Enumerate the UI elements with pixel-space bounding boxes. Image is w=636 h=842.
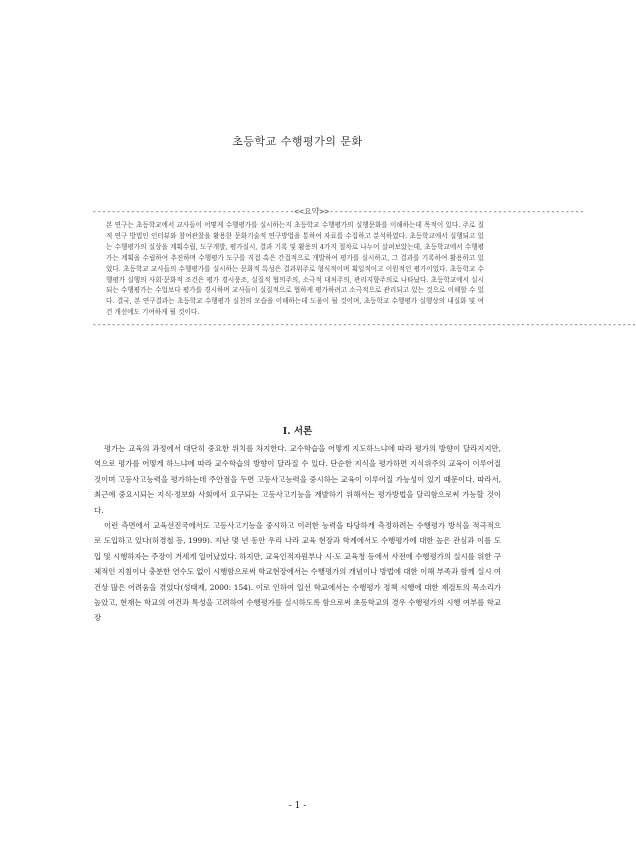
rule-left: ------------------------------------------ — [92, 207, 295, 216]
page-title: 초등학교 수행평가의 문화 — [232, 135, 363, 148]
abstract-text: 본 연구는 초등학교에서 교사들이 어떻게 수행평가를 실시하는지 초등학교 수행평가의 실행문화를 이해하는데 목적이 있다. 주로 질적 연구 방법인 인터뷰와 참여관찰을 활용한 문화기술적 연구방법을 통하여 자료를 수집하고 분석하였다. 초등학교에서 실행되고 있는 수행평가의 실상을 계획수립, 도구개발, 평가실시, 결과 기록 및 활용의 4가지 절차로 나누어 살펴보았는데, 초등학교에서 수행평가는 계획을 수립하여 추진하며 수행평가 도구를 직접 혹은 간접적으로 개발하여 평가를 실시하고, 그 결과를 기록하여 활용하고 있었다. 초등학교 교사들의 수행평가를 실시하는 문화적 특성은 결과위주로 형식적이며 획일적이고 이원적인 평가이었다. 초등학교 수행평가 실행의 사회·문화적 조건은 평가 경시풍조, 실질적 협의주의, 소극적 대처주의, 관리지향주의로 나타났다. 초등학교에서 실시되는 수행평가는 수업보다 평가를 경시하며 교사들이 실질적으로 협하게 평가하려고 소극적으로 관리되고 있는 것으로 이해할 수 있다. 결국, 본 연구결과는 초등학교 수행평가 실천의 모습을 이해하는데 도움이 될 것이며, 초등학교 수행평가 실행상의 내실화 및 여건 개선에도 기여하게 될 것이다. — [106, 221, 484, 317]
section-heading: I. 서론 — [282, 426, 313, 437]
abstract-top-rule — [92, 207, 585, 217]
abstract-block — [92, 207, 636, 330]
rule-right: ----------------------------------------------------- — [329, 207, 585, 216]
abstract-bottom-rule: ----------------------------------------------------------------------------------------------------------------- — [92, 320, 636, 330]
paragraph: 평가는 교육의 과정에서 대단히 중요한 위치를 차지한다. 교수학습을 어떻게 지도하느냐에 따라 평가의 방향이 달라지지만, 역으로 평가를 어떻게 하느냐에 따라 교수학습의 방향이 달라질 수 있다. 단순한 지식을 평가하면 지식위주의 교육이 이루어질 것이며 고등사고능력을 평가하는데 주안점을 두면 고등사고능력을 중시하는 교육이 이루어질 가능성이 있기 때문이다. 따라서, 최근에 중요시되는 지식·정보화 사회에서 요구되는 고등사고기능을 계발하기 위해서는 평가방법을 달리함으로써 가능할 것이다. — [94, 444, 501, 515]
body-text — [94, 441, 501, 626]
paragraph: 이런 측면에서 교육선진국에서도 고등사고기능을 중시하고 이러한 능력을 타당하게 측정하려는 수행평가 방식을 적극적으로 도입하고 있다(허경철 등, 1999). 지난 몇 년 동안 우리 나라 교육 현장과 학계에서도 수행평가에 대한 높은 관심과 이를 도입 및 시행하자는 주장이 거세게 일어났었다. 하지만, 교육인적자원부나 시·도 교육청 등에서 사전에 수행평가의 실시를 위한 구체적인 지침이나 충분한 연수도 없이 시행함으로써 학교현장에서는 수행평가의 개념이나 방법에 대한 이해 부족과 함께 실시 여건상 많은 어려움을 겪었다(성태제, 2000: 154). 이로 인하여 일선 학교에서는 수행평가 정책 시행에 대한 재검토의 목소리가 높았고, 현재는 학교의 여건과 특성을 고려하여 수행평가를 실시하도록 함으로써 초등학교의 경우 수행평가의 시행 여부를 학교장 — [94, 521, 501, 623]
abstract-label: <<요약>> — [294, 207, 330, 216]
page-number: - 1 - — [288, 801, 307, 811]
